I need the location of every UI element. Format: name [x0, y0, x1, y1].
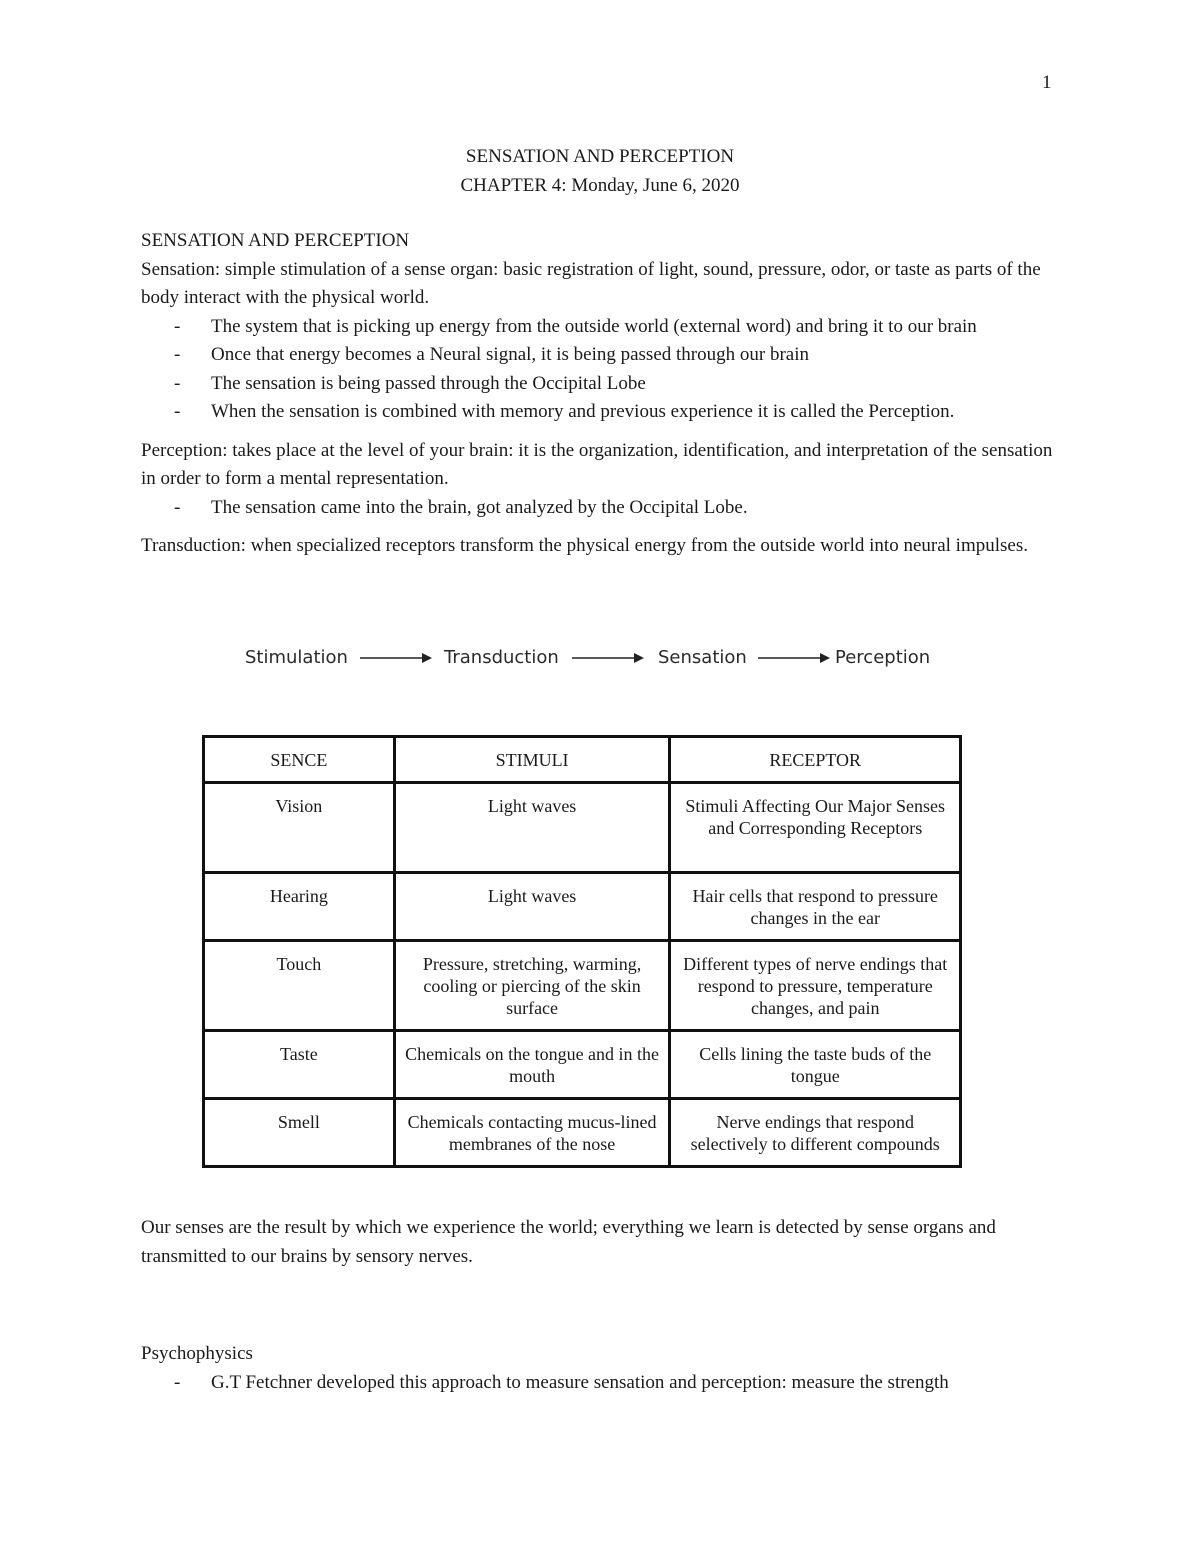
table-cell: Light waves [394, 873, 670, 941]
column-header: RECEPTOR [670, 737, 961, 783]
process-flow-diagram [245, 645, 945, 675]
table-cell: Stimuli Affecting Our Major Senses and Corresponding Receptors [670, 783, 961, 873]
table-row [204, 873, 961, 941]
list-item [141, 341, 1071, 370]
table-cell: Pressure, stretching, warming, cooling or piercing of the skin surface [394, 941, 670, 1031]
page-number: 1 [1042, 72, 1052, 93]
table-cell: Hearing [204, 873, 395, 941]
dash-marker: - [174, 496, 181, 518]
list-item-text: The sensation is being passed through the Occipital Lobe [211, 372, 646, 394]
table-cell: Light waves [394, 783, 670, 873]
flow-step-sensation: Sensation [658, 647, 747, 668]
section-heading: SENSATION AND PERCEPTION [141, 230, 410, 251]
table-cell: Hair cells that respond to pressure changes in the ear [670, 873, 961, 941]
sensation-bullet-list [141, 313, 1071, 427]
table-cell: Chemicals contacting mucus-lined membranes of the nose [394, 1099, 670, 1167]
list-item [141, 494, 1071, 523]
list-item-text: When the sensation is combined with memory and previous experience it is called the Perception. [211, 401, 955, 422]
list-item-text: The system that is picking up energy from the outside world (external word) and bring it to our brain [211, 315, 977, 337]
arrow-right-icon [360, 651, 432, 665]
list-item [141, 398, 1071, 427]
flow-step-perception: Perception [835, 647, 931, 668]
transduction-definition: Transduction: when specialized receptors transform the physical energy from the outside world into neural impulses. [141, 535, 1028, 556]
list-item [141, 370, 1071, 399]
column-header: STIMULI [394, 737, 670, 783]
flow-step-transduction: Transduction [444, 647, 559, 668]
table-header-row [204, 737, 961, 783]
table-cell: Different types of nerve endings that respond to pressure, temperature changes, and pain [670, 941, 961, 1031]
table-cell: Touch [204, 941, 395, 1031]
main-content [141, 227, 1071, 561]
table-cell: Cells lining the taste buds of the tongue [670, 1031, 961, 1099]
dash-marker: - [174, 315, 181, 337]
dash-marker: - [174, 401, 181, 422]
dash-marker: - [174, 1371, 181, 1393]
psychophysics-bullet-list [141, 1369, 1071, 1398]
list-item-text: G.T Fetchner developed this approach to measure sensation and perception: measure the strength [211, 1371, 949, 1393]
senses-paragraph [141, 1214, 1071, 1271]
senses-table [202, 735, 962, 1168]
list-item [141, 1369, 1071, 1398]
arrow-right-icon [572, 651, 644, 665]
column-header: SENCE [204, 737, 395, 783]
table-cell: Nerve endings that respond selectively to different compounds [670, 1099, 961, 1167]
arrow-right-icon [758, 651, 830, 665]
document-subtitle: CHAPTER 4: Monday, June 6, 2020 [460, 175, 740, 196]
dash-marker: - [174, 344, 181, 365]
table-row [204, 783, 961, 873]
table-row [204, 1031, 961, 1099]
title-block [0, 142, 1200, 200]
table-row [204, 1099, 961, 1167]
table-row [204, 941, 961, 1031]
table-cell: Vision [204, 783, 395, 873]
psychophysics-heading: Psychophysics [141, 1343, 253, 1364]
dash-marker: - [174, 372, 181, 394]
perception-bullet-list [141, 494, 1071, 523]
sensation-definition: Sensation: simple stimulation of a sense organ: basic registration of light, sound, pressure, odor, or taste as parts of the body interact with the physical world. [141, 258, 1041, 308]
perception-definition: Perception: takes place at the level of your brain: it is the organization, identification, and interpretation of the sensation in order to form a mental representation. [141, 439, 1053, 489]
list-item [141, 313, 1071, 342]
table-cell: Taste [204, 1031, 395, 1099]
paragraph-text: Our senses are the result by which we experience the world; everything we learn is detected by sense organs and transmitted to our brains by sensory nerves. [141, 1217, 996, 1267]
table-cell: Smell [204, 1099, 395, 1167]
list-item-text: Once that energy becomes a Neural signal, it is being passed through our brain [211, 344, 809, 365]
flow-step-stimulation: Stimulation [245, 647, 348, 668]
table-cell: Chemicals on the tongue and in the mouth [394, 1031, 670, 1099]
list-item-text: The sensation came into the brain, got analyzed by the Occipital Lobe. [211, 496, 748, 518]
psychophysics-section [141, 1340, 1071, 1397]
document-title: SENSATION AND PERCEPTION [465, 146, 735, 167]
